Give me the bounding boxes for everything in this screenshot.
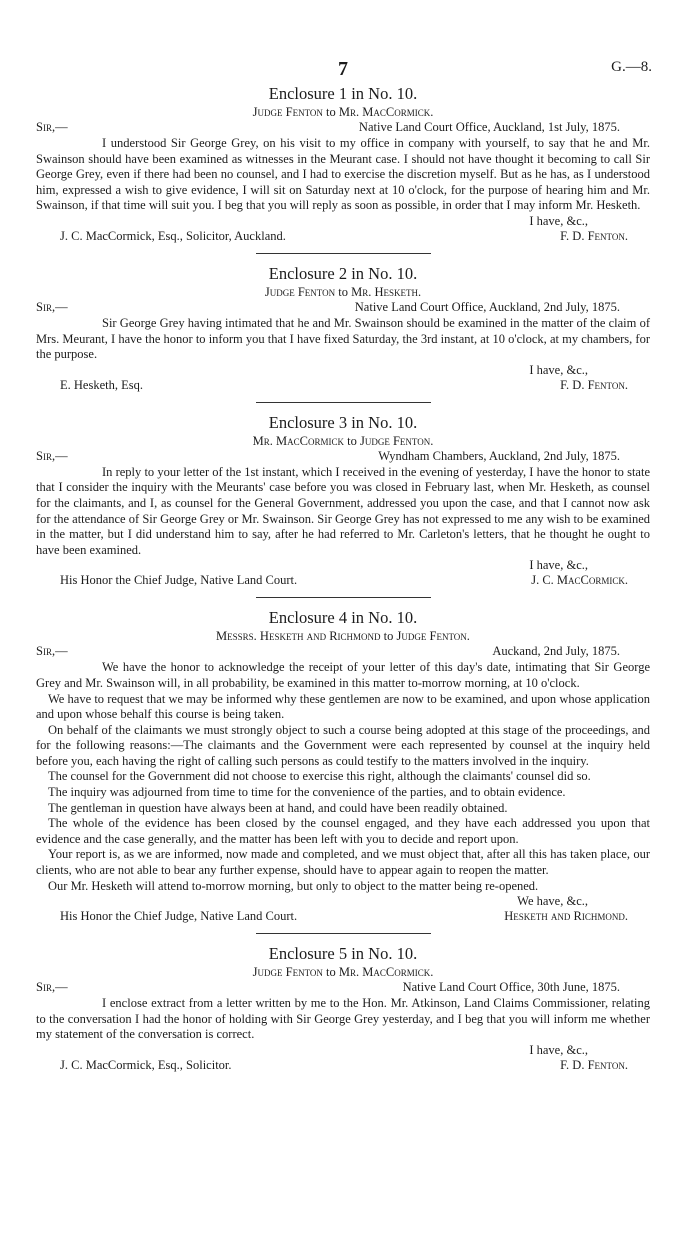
letter-parties xyxy=(36,284,650,300)
signature: J. C. MacCormick. xyxy=(531,573,628,588)
letter-parties xyxy=(36,628,650,644)
letter-from: Judge Fenton xyxy=(252,105,323,119)
letter-parties xyxy=(36,433,650,449)
enclosure-5 xyxy=(36,944,650,1074)
letter-paragraph: Our Mr. Hesketh will attend to-morrow morning, but only to object to the matter being re-opened. xyxy=(48,878,539,893)
letter-paragraph: The counsel for the Government did not choose to exercise this right, although the claimants' counsel did so. xyxy=(48,769,591,784)
letter-to: Mr. MacCormick. xyxy=(338,965,434,980)
letter-heading xyxy=(36,644,650,660)
letter-to: Mr. MacCormick. xyxy=(338,105,434,119)
divider xyxy=(256,933,431,934)
enclosure-1 xyxy=(36,84,650,245)
letter-body: I understood Sir George Grey, on his visit to my office in company with yourself, to say that he and Mr. Swainson should have been examined as witnesses in the Meurant case. I should not have thought it becoming to call Sir George Grey, even if there had been no counsel, and I had to exercise the discretion myself. But as he has, as I understood him, expressed a wish to give evidence, I will sit on Saturday next at 10 o'clock, for the purpose of hearing him and Mr. Swainson, if that time will suit you. I beg that you will reply as soon as possible, in order that I may inform Mr. Hesketh. xyxy=(36,136,650,213)
place-date: Native Land Court Office, 30th June, 1875. xyxy=(402,980,620,995)
letter-parties xyxy=(36,964,650,980)
salutation: Sir,— xyxy=(36,644,68,659)
letter-to-word: to xyxy=(383,629,394,644)
letter-body: In reply to your letter of the 1st instant, which I received in the evening of yesterday, I have the honor to state that I consider the inquiry with the Meurants' case before you was closed in February last, when Mr. Hesketh, as counsel for the claimants, and I, as counsel for the General Government, addressed you upon the case, and that I cannot now ask for the attendance of Sir George Grey or Mr. Swainson. Sir George Grey has not expressed to me any wish to be examined in the matter, but I did understand him to say, after he had referred to Mr. Carleton's letters, that he thought he ought to have been examined. xyxy=(36,464,650,557)
addressee: J. C. MacCormick, Esq., Solicitor. xyxy=(60,1058,232,1072)
letter-heading xyxy=(36,980,650,996)
enclosure-title: Enclosure 3 in No. 10. xyxy=(268,412,418,432)
letter-to: Judge Fenton. xyxy=(396,629,470,644)
closing: I have, &c., xyxy=(529,558,588,573)
letter-paragraph: Your report is, as we are informed, now made and completed, and we must object that, after all this has taken place, our clients, who are not able to bear any further expense, should have to appear again to reopen the matter. xyxy=(36,847,650,878)
place-date: Auckand, 2nd July, 1875. xyxy=(492,644,620,659)
letter-parties xyxy=(36,104,650,120)
closing: I have, &c., xyxy=(529,1043,588,1057)
signature: F. D. Fenton. xyxy=(560,1058,628,1072)
signature-line xyxy=(36,573,650,589)
letter-heading xyxy=(36,120,650,136)
document-page xyxy=(36,58,650,1074)
salutation: Sir,— xyxy=(36,120,68,134)
letter-from: Messrs. Hesketh and Richmond xyxy=(216,629,381,644)
signature: F. D. Fenton. xyxy=(560,228,628,243)
letter-to-word: to xyxy=(338,284,348,299)
signature: F. D. Fenton. xyxy=(560,377,628,392)
letter-paragraph: The inquiry was adjourned from time to time for the convenience of the parties, and to obtain evidence. xyxy=(48,785,566,800)
letter-body: I enclose extract from a letter written by me to the Hon. Mr. Atkinson, Land Claims Commissioner, relating to the conversation I had the honor of holding with Sir George Grey yesterday, and I beg that you will inform me whether my statement of the conversation is correct. xyxy=(36,996,650,1042)
salutation: Sir,— xyxy=(36,299,68,314)
signature-line xyxy=(36,1058,650,1074)
letter-from: Mr. MacCormick xyxy=(252,433,344,448)
place-date: Native Land Court Office, Auckland, 1st July, 1875. xyxy=(358,120,620,134)
letter-body: Sir George Grey having intimated that he and Mr. Swainson should be examined in the matter of the claim of Mrs. Meurant, I have the honor to inform you that I have fixed Saturday, the 3rd instant, at 10 o'clock, at my chambers, for the purpose. xyxy=(36,315,650,362)
letter-to: Mr. Hesketh. xyxy=(351,284,422,299)
place-date: Native Land Court Office, Auckland, 2nd July, 1875. xyxy=(354,299,620,314)
signature-line xyxy=(36,378,650,394)
letter-paragraph: On behalf of the claimants we must strongly object to such a course being adopted at this stage of the proceedings, and for the following reasons:—The claimants and the Government were each represented by counsel at the inquiry held before you, each having the right of calling such persons as could testify to the matters involved in the inquiry. xyxy=(36,722,650,768)
document-reference: G.—8. xyxy=(611,59,652,75)
addressee: His Honor the Chief Judge, Native Land Court. xyxy=(60,573,298,588)
signature-line xyxy=(36,909,650,925)
salutation: Sir,— xyxy=(36,980,68,995)
letter-from: Judge Fenton xyxy=(252,965,323,980)
enclosure-title: Enclosure 5 in No. 10. xyxy=(268,944,418,964)
signature: Hesketh and Richmond. xyxy=(504,909,628,924)
letter-paragraph: We have to request that we may be informed why these gentlemen are now to be examined, and upon whose application and upon whose behalf this course is being taken. xyxy=(36,691,650,722)
page-number: 7 xyxy=(338,58,348,80)
addressee: J. C. MacCormick, Esq., Solicitor, Auckland. xyxy=(60,228,286,243)
closing: I have, &c., xyxy=(529,213,588,228)
enclosure-title: Enclosure 2 in No. 10. xyxy=(268,263,418,283)
enclosure-2 xyxy=(36,264,650,394)
enclosure-title: Enclosure 4 in No. 10. xyxy=(268,608,418,628)
letter-paragraph: The gentleman in question have always been at hand, and could have been readily obtained. xyxy=(48,800,508,815)
letter-heading xyxy=(36,449,650,465)
letter-to-word: to xyxy=(326,105,336,119)
salutation: Sir,— xyxy=(36,448,68,463)
divider xyxy=(256,597,431,598)
signature-line xyxy=(36,229,650,245)
place-date: Wyndham Chambers, Auckland, 2nd July, 1875. xyxy=(378,448,620,463)
letter-paragraph: We have the honor to acknowledge the receipt of your letter of this day's date, intimating that Sir George Grey and Mr. Swainson will, in all probability, be examined in this matter to-morrow morning, at 10 o'clock. xyxy=(36,660,650,690)
letter-to-word: to xyxy=(326,965,336,980)
enclosure-4 xyxy=(36,608,650,925)
enclosure-title: Enclosure 1 in No. 10. xyxy=(268,84,418,103)
letter-to: Judge Fenton. xyxy=(359,433,434,448)
letter-from: Judge Fenton xyxy=(264,284,336,299)
divider xyxy=(256,253,431,254)
divider xyxy=(256,402,431,403)
letter-heading xyxy=(36,300,650,316)
closing: We have, &c., xyxy=(517,894,588,909)
addressee: E. Hesketh, Esq. xyxy=(60,377,143,392)
letter-to-word: to xyxy=(347,433,357,448)
closing: I have, &c., xyxy=(529,362,588,377)
letter-paragraph: The whole of the evidence has been closed by the counsel engaged, and they have each addressed you upon that evidence and the case generally, and the matter has been left with you to decide and report upon. xyxy=(36,816,650,846)
page-header xyxy=(36,58,650,84)
enclosure-3 xyxy=(36,413,650,590)
addressee: His Honor the Chief Judge, Native Land Court. xyxy=(60,909,298,924)
